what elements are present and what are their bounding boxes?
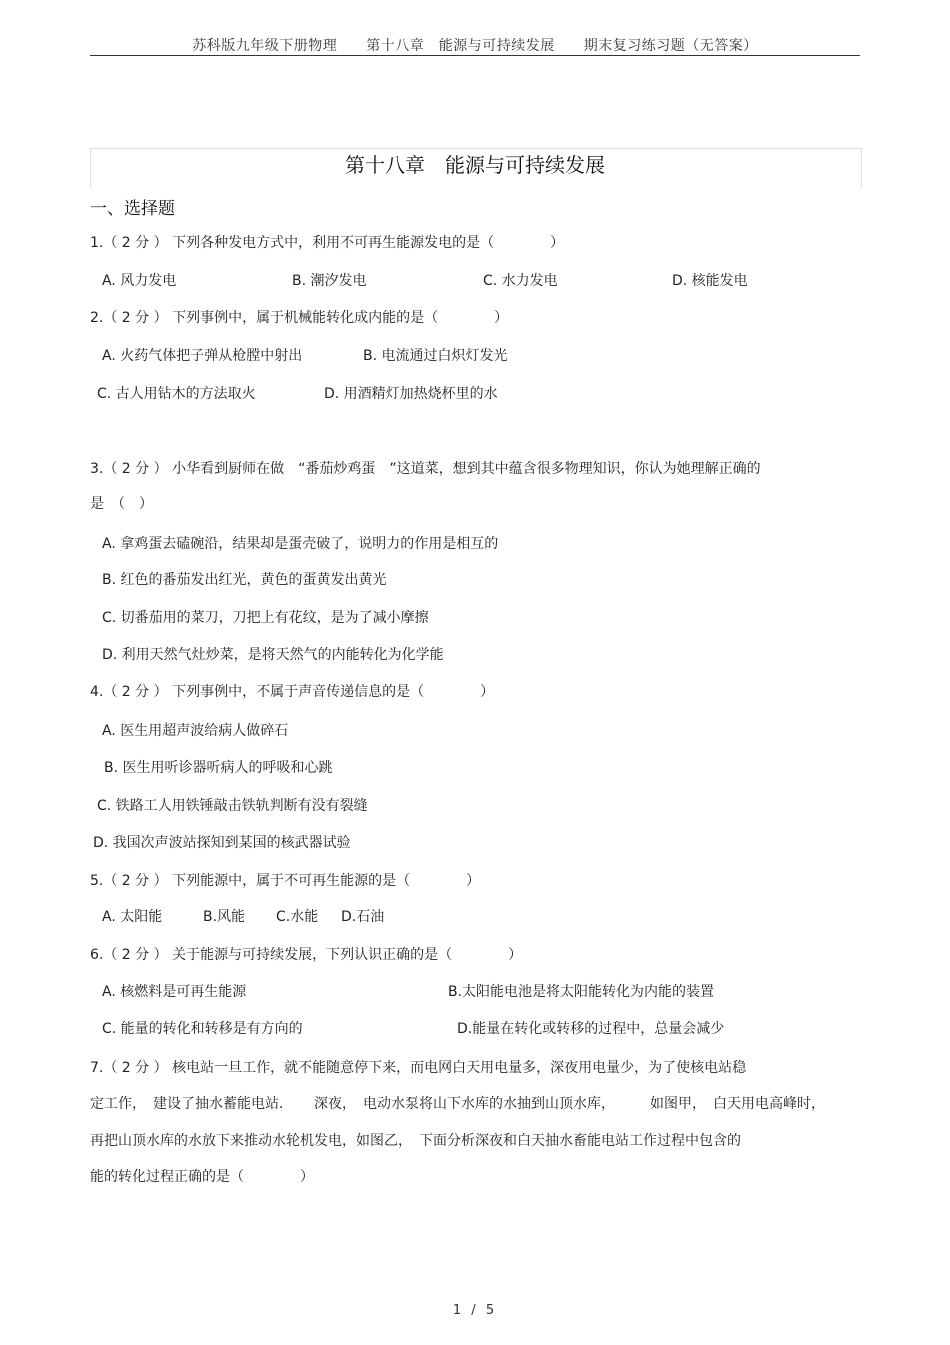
question-1-option-c: C. 水力发电 xyxy=(483,273,558,289)
question-6-option-b: B.太阳能电池是将太阳能转化为内能的装置 xyxy=(448,984,715,1000)
question-5-option-b: B.风能 xyxy=(203,909,246,925)
chapter-title: 第十八章 能源与可持续发展 xyxy=(345,153,605,177)
question-2-option-d: D. 用酒精灯加热烧杯里的水 xyxy=(324,386,498,402)
question-3-option-b: B. 红色的番茄发出红光，黄色的蛋黄发出黄光 xyxy=(102,572,387,588)
question-2-option-b: B. 电流通过白炽灯发光 xyxy=(363,348,508,364)
question-7-stem-line-4: 能的转化过程正确的是（ ） xyxy=(90,1169,314,1185)
question-4-option-d: D. 我国次声波站探知到某国的核武器试验 xyxy=(93,835,351,851)
question-4-option-a: A. 医生用超声波给病人做碎石 xyxy=(102,723,289,739)
question-3-stem-line-1: 3.（ 2 分 ） 小华看到厨师在做 “番茄炒鸡蛋 ”这道菜，想到其中蕴含很多物理知识，你认为她理解正确的 xyxy=(90,461,761,477)
question-5-stem: 5.（ 2 分 ） 下列能源中，属于不可再生能源的是（ ） xyxy=(90,873,481,889)
question-1-option-d: D. 核能发电 xyxy=(672,273,748,289)
question-3-option-a: A. 拿鸡蛋去磕碗沿，结果却是蛋壳破了，说明力的作用是相互的 xyxy=(102,536,499,552)
question-7-stem-line-1: 7.（ 2 分 ） 核电站一旦工作，就不能随意停下来，而电网白天用电量多，深夜用电量少，为了使核电站稳 xyxy=(90,1060,747,1076)
question-5-option-c: C.水能 xyxy=(276,909,319,925)
question-2-option-a: A. 火药气体把子弹从枪膛中射出 xyxy=(102,348,303,364)
question-3-stem-line-2: 是 （ ） xyxy=(90,496,153,512)
question-4-stem: 4.（ 2 分 ） 下列事例中，不属于声音传递信息的是（ ） xyxy=(90,684,495,700)
question-3-option-c: C. 切番茄用的菜刀，刀把上有花纹，是为了减小摩擦 xyxy=(102,610,429,626)
question-7-stem-line-3: 再把山顶水库的水放下来推动水轮机发电，如图乙， 下面分析深夜和白天抽水畜能电站工作过程中包含的 xyxy=(90,1133,741,1149)
question-3-option-d: D. 利用天然气灶炒菜，是将天然气的内能转化为化学能 xyxy=(102,647,444,663)
question-2-option-c: C. 古人用钻木的方法取火 xyxy=(97,386,256,402)
section-heading: 一、选择题 xyxy=(90,199,175,219)
running-header: 苏科版九年级下册物理 第十八章 能源与可持续发展 期末复习练习题（无答案） xyxy=(192,38,758,54)
question-1-option-b: B. 潮汐发电 xyxy=(292,273,367,289)
question-6-option-d: D.能量在转化或转移的过程中，总量会减少 xyxy=(457,1021,725,1037)
question-5-option-d: D.石油 xyxy=(341,909,385,925)
question-6-stem: 6.（ 2 分 ） 关于能源与可持续发展，下列认识正确的是（ ） xyxy=(90,947,523,963)
question-5-option-a: A. 太阳能 xyxy=(102,909,163,925)
question-6-option-c: C. 能量的转化和转移是有方向的 xyxy=(102,1021,303,1037)
question-6-option-a: A. 核燃料是可再生能源 xyxy=(102,984,247,1000)
header-rule xyxy=(90,55,860,56)
question-1-option-a: A. 风力发电 xyxy=(102,273,177,289)
question-4-option-b: B. 医生用听诊器听病人的呼吸和心跳 xyxy=(104,760,333,776)
question-2-stem: 2.（ 2 分 ） 下列事例中，属于机械能转化成内能的是（ ） xyxy=(90,310,509,326)
question-7-stem-line-2: 定工作， 建设了抽水蓄能电站． 深夜， 电动水泵将山下水库的水抽到山顶水库， 如图甲， 白天用电高峰时， xyxy=(90,1096,825,1112)
question-4-option-c: C. 铁路工人用铁锤敲击铁轨判断有没有裂缝 xyxy=(97,798,368,814)
question-1-stem: 1.（ 2 分 ） 下列各种发电方式中，利用不可再生能源发电的是（ ） xyxy=(90,235,565,251)
page-number: 1 / 5 xyxy=(452,1303,498,1318)
